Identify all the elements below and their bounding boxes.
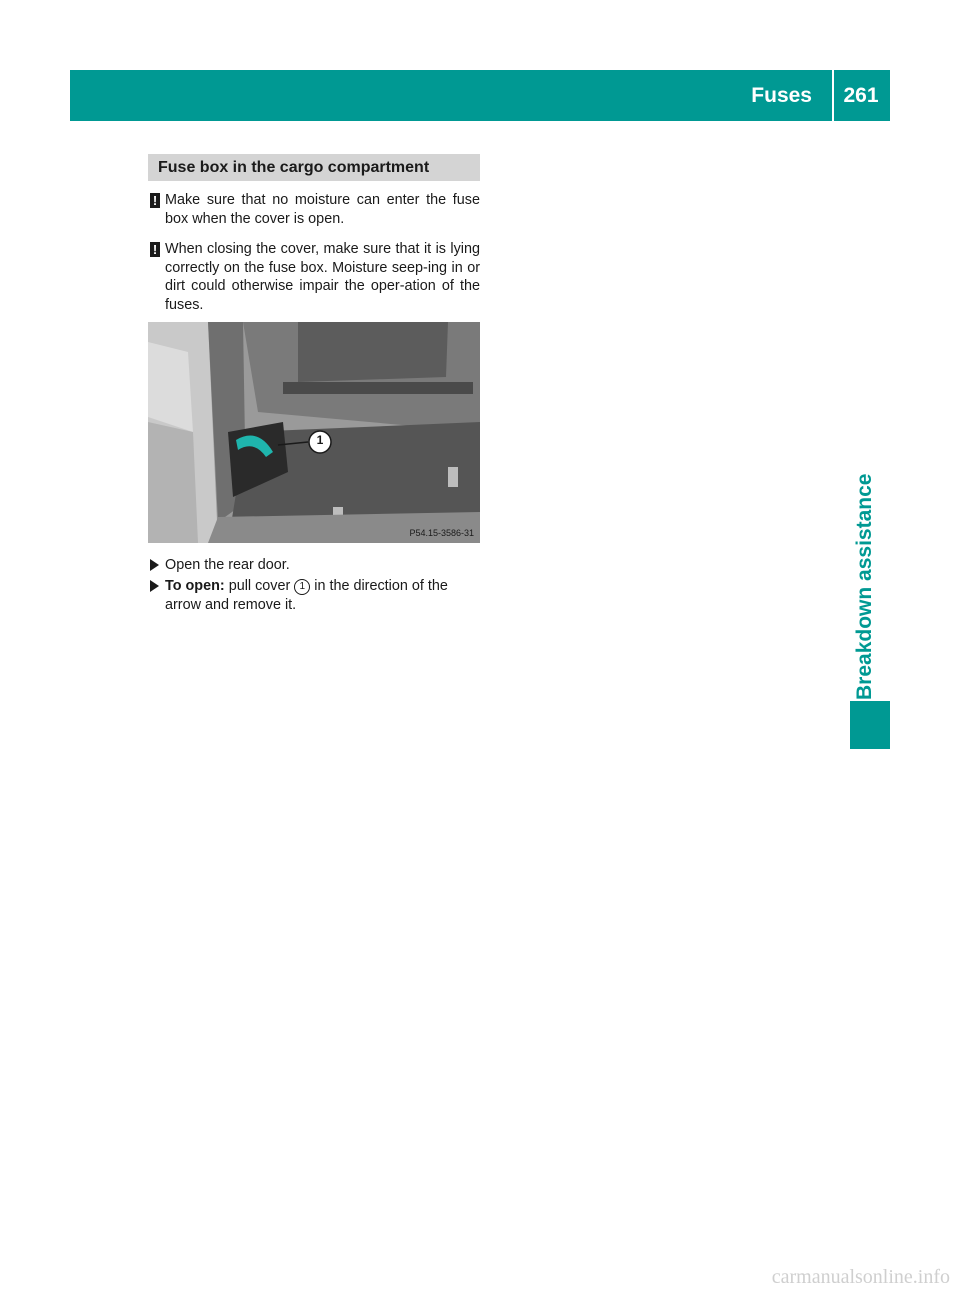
callout-1-icon: 1 (294, 579, 310, 595)
notice-cover (148, 240, 480, 314)
step-text: Open the rear door. (165, 557, 290, 573)
header-section-title: Fuses (751, 84, 812, 107)
step-label: To open: (165, 578, 225, 594)
watermark: carmanualsonline.info (771, 1266, 950, 1288)
chapter-marker (850, 701, 890, 749)
step-text-after: in the direction of the arrow and remove it. (165, 578, 448, 613)
step-open-door (148, 556, 480, 575)
notice-moisture (148, 191, 480, 228)
section-heading: Fuse box in the cargo compartment (148, 154, 480, 181)
step-text (165, 577, 480, 614)
chapter-label: Breakdown assistance (853, 473, 876, 700)
chapter-side-tab (840, 420, 890, 700)
cargo-compartment-figure (148, 322, 480, 543)
page-number: 261 (843, 84, 879, 107)
warning-icon: ! (150, 193, 160, 208)
notice-text: When closing the cover, make sure that it is lying correctly on the fuse box. Moisture seep-ing in or dirt could otherwise impair the oper-ation of the fuses. (165, 241, 480, 313)
step-arrow-icon (150, 559, 159, 571)
notice-text: Make sure that no moisture can enter the fuse box when the cover is open. (165, 192, 480, 227)
warning-icon: ! (150, 242, 160, 257)
step-arrow-icon (150, 580, 159, 592)
step-text-before: pull cover (228, 578, 291, 594)
figure-callout-1: 1 (316, 433, 324, 447)
step-remove-cover (148, 577, 480, 614)
page-header (70, 70, 890, 121)
figure-code: P54.15-3586-31 (409, 528, 474, 538)
